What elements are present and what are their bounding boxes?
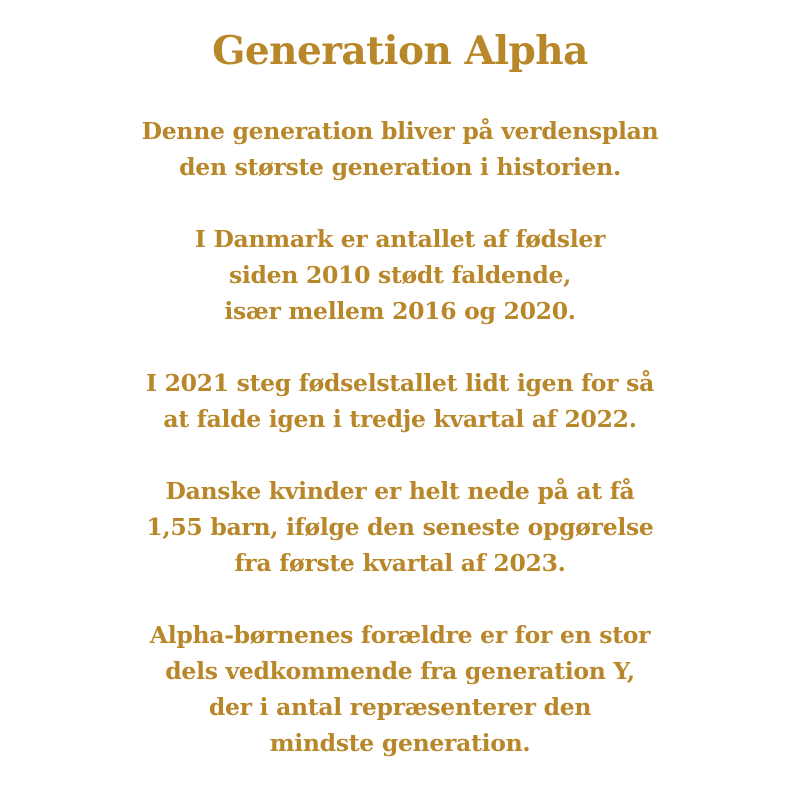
paragraph-line: Danske kvinder er helt nede på at få — [165, 477, 635, 505]
paragraph-world-largest — [0, 113, 800, 185]
paragraph-line: fra første kvartal af 2023. — [234, 549, 566, 577]
paragraph-parents-generation-y — [0, 617, 800, 761]
paragraph-line: I 2021 steg fødselstallet lidt igen for så — [146, 369, 654, 397]
paragraph-line: Denne generation bliver på verdensplan — [141, 117, 659, 145]
paragraph-danish-births — [0, 221, 800, 329]
paragraph-line: især mellem 2016 og 2020. — [224, 297, 576, 325]
paragraph-line: mindste generation. — [269, 729, 531, 757]
paragraph-line: Alpha-børnenes forældre er for en stor — [149, 621, 651, 649]
paragraph-line: den største generation i historien. — [179, 153, 621, 181]
paragraph-fertility-rate — [0, 473, 800, 581]
paragraph-line: dels vedkommende fra generation Y, — [165, 657, 635, 685]
paragraph-birthrate-2021 — [0, 365, 800, 437]
paragraph-line: siden 2010 stødt faldende, — [228, 261, 572, 289]
page-title: Generation Alpha — [212, 28, 588, 74]
paragraph-line: der i antal repræsenterer den — [208, 693, 592, 721]
paragraph-line: 1,55 barn, ifølge den seneste opgørelse — [146, 513, 654, 541]
paragraph-line: at falde igen i tredje kvartal af 2022. — [163, 405, 637, 433]
paragraph-line: I Danmark er antallet af fødsler — [194, 225, 606, 253]
